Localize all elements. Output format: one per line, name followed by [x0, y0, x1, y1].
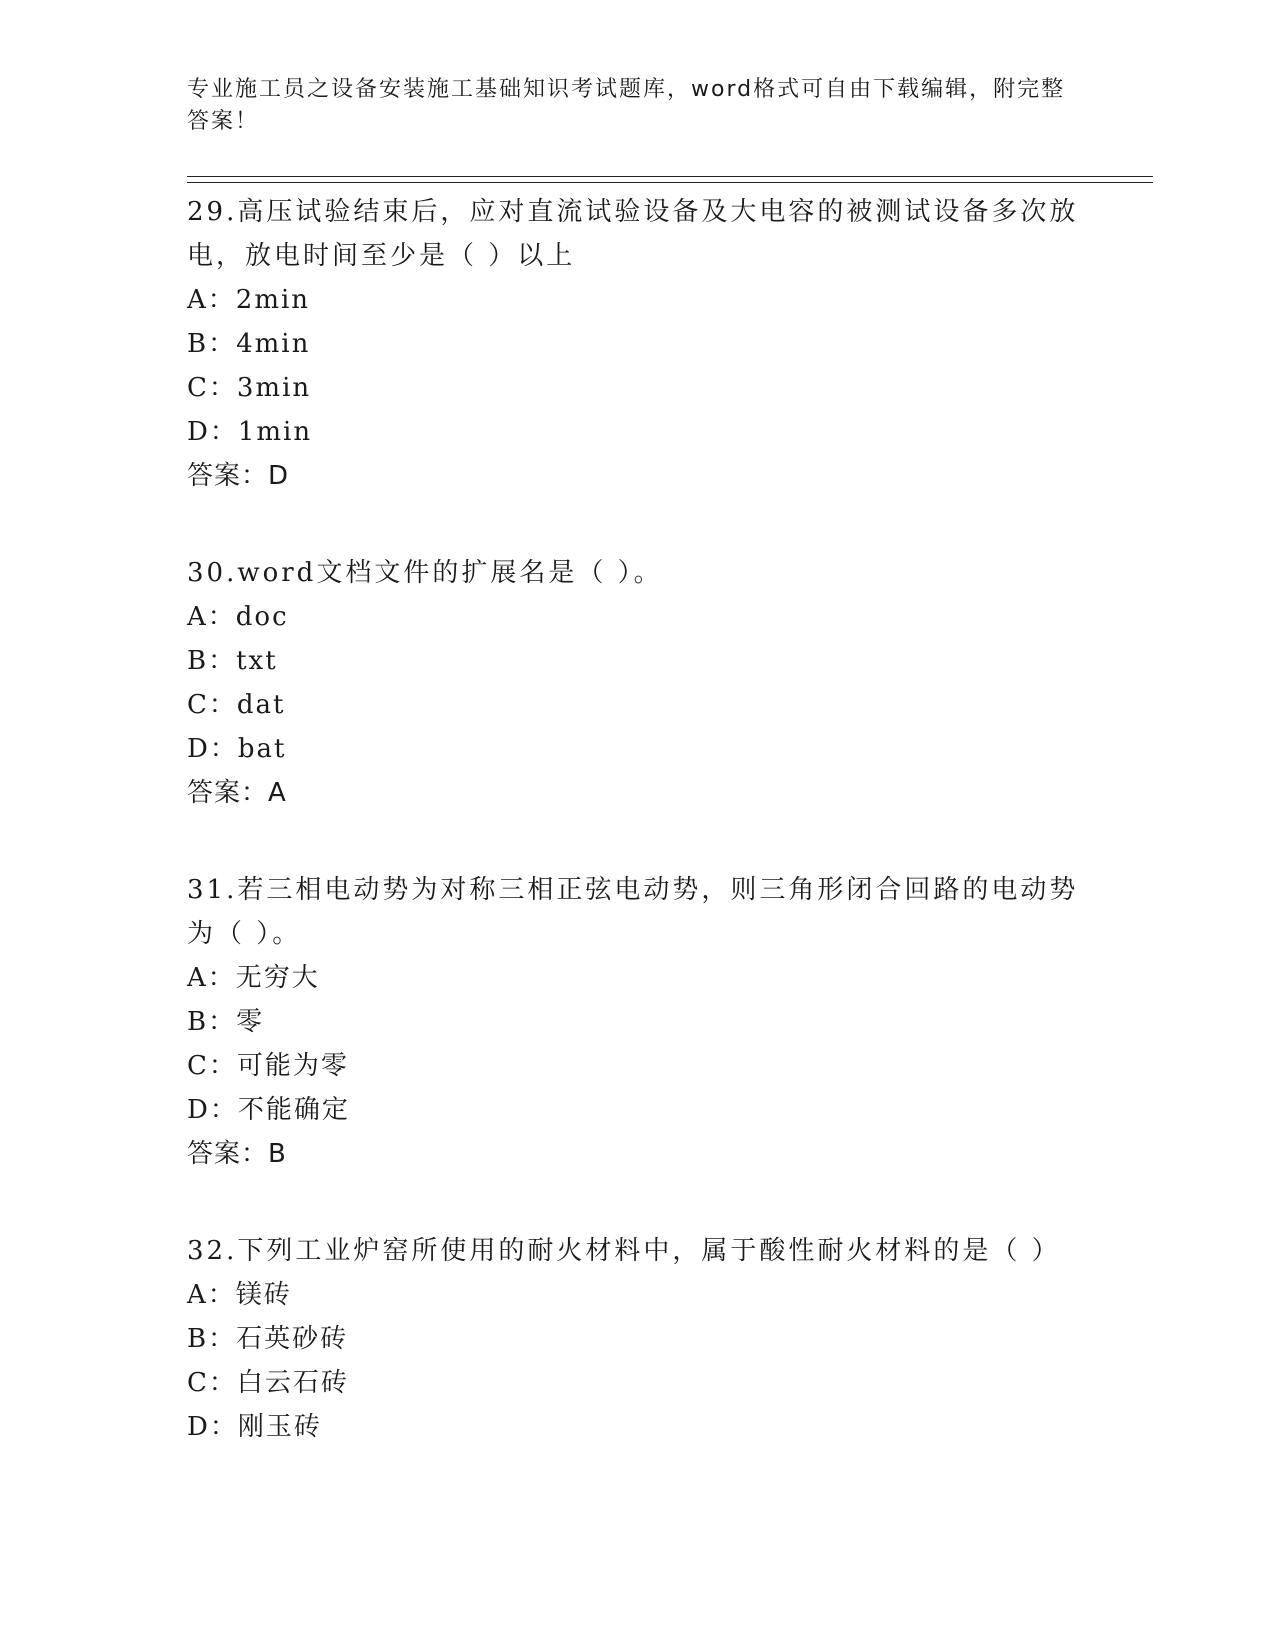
question-29 — [187, 190, 1087, 498]
option-d: D：刚玉砖 — [187, 1412, 322, 1442]
answer-line: 答案：A — [187, 778, 287, 808]
option-a: A：镁砖 — [187, 1280, 292, 1310]
option-c: C：白云石砖 — [187, 1368, 349, 1398]
header-divider-bottom — [187, 182, 1153, 183]
option-a: A：doc — [187, 602, 289, 632]
option-c: C：可能为零 — [187, 1051, 349, 1081]
question-stem: 32.下列工业炉窑所使用的耐火材料中，属于酸性耐火材料的是（ ） — [187, 1236, 1061, 1266]
header-divider-top — [187, 176, 1153, 177]
question-31 — [187, 868, 1087, 1176]
question-32 — [187, 1229, 1087, 1449]
question-30 — [187, 551, 1087, 815]
question-list — [187, 190, 1087, 1502]
option-d: D：bat — [187, 734, 287, 764]
option-d: D：1min — [187, 417, 313, 447]
option-d: D：不能确定 — [187, 1095, 350, 1125]
document-header: 专业施工员之设备安装施工基础知识考试题库，word格式可自由下载编辑，附完整答案！ — [187, 77, 1066, 134]
question-stem: 30.word文档文件的扩展名是（ ）。 — [187, 558, 663, 588]
option-a: A：无穷大 — [187, 963, 320, 993]
question-stem: 31.若三相电动势为对称三相正弦电动势，则三角形闭合回路的电动势为（ ）。 — [187, 875, 1079, 949]
answer-line: 答案：B — [187, 1139, 287, 1169]
option-c: C：dat — [187, 690, 286, 720]
option-c: C：3min — [187, 373, 312, 403]
option-b: B：4min — [187, 329, 311, 359]
option-a: A：2min — [187, 285, 311, 315]
answer-line: 答案：D — [187, 461, 290, 491]
option-b: B：txt — [187, 646, 278, 676]
option-b: B：石英砂砖 — [187, 1324, 349, 1354]
question-stem: 29.高压试验结束后，应对直流试验设备及大电容的被测试设备多次放电，放电时间至少是（ ）以上 — [187, 197, 1079, 271]
option-b: B：零 — [187, 1007, 265, 1037]
